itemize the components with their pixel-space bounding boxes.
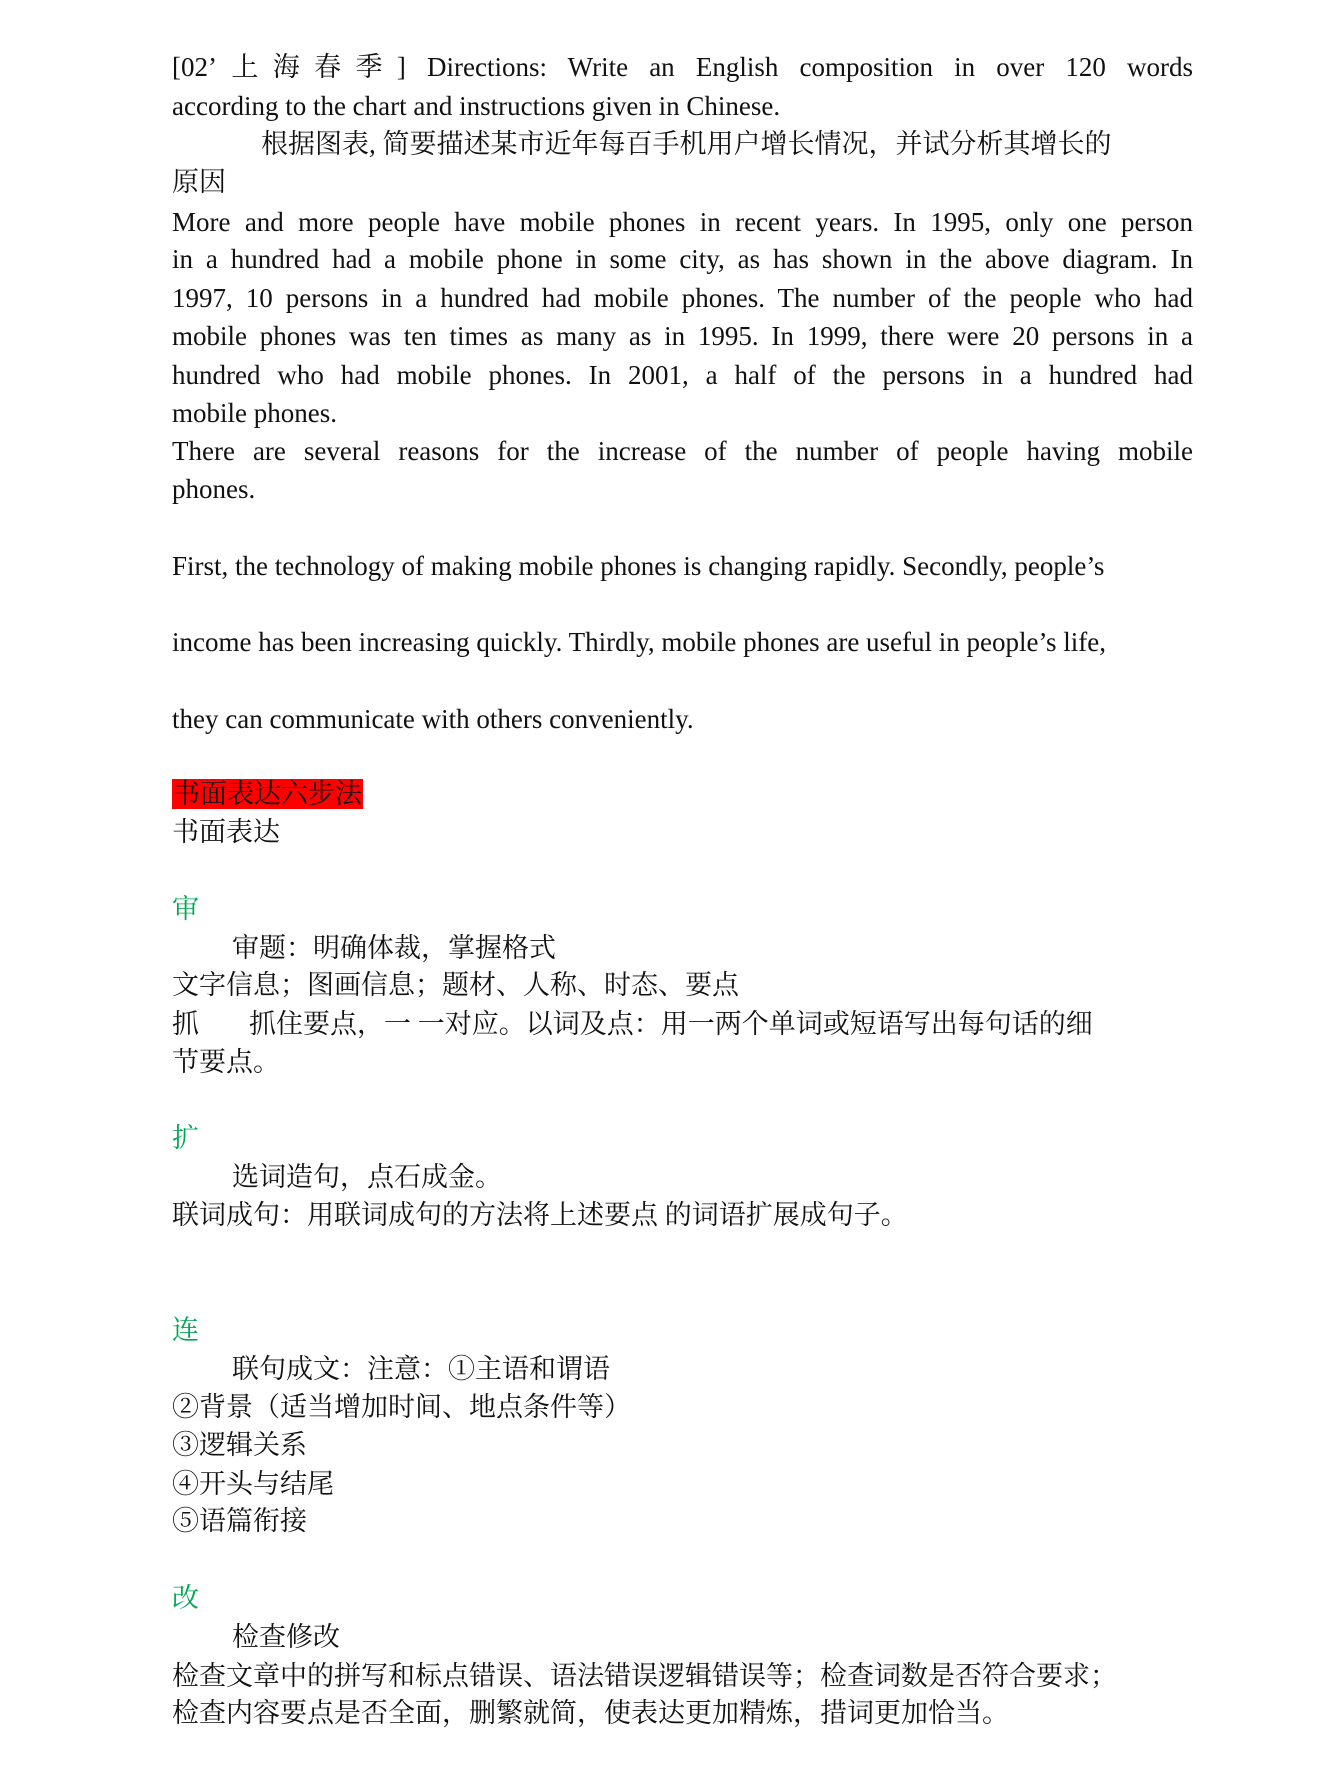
step-line: 检查修改 — [232, 1622, 340, 1652]
prompt-line: [02’上海春季] Directions: Write an English composition in over 120 words — [172, 52, 1193, 82]
step-line: ⑤语篇衔接 — [172, 1506, 307, 1536]
step-line: 节要点。 — [172, 1047, 280, 1077]
step-line: 选词造句，点石成金。 — [232, 1162, 502, 1192]
essay-line: phones. — [172, 474, 256, 504]
prompt-chinese: 原因 — [172, 167, 226, 197]
step-line: 检查内容要点是否全面，删繁就简，使表达更加精炼，措词更加恰当。 — [172, 1698, 1009, 1728]
subtitle: 书面表达 — [172, 817, 280, 847]
essay-line: mobile phones. — [172, 398, 337, 428]
step-heading: 连 — [172, 1315, 199, 1345]
highlighted-title: 书面表达六步法 — [173, 779, 362, 809]
step-heading: 抓 — [172, 1009, 199, 1039]
step-line: ④开头与结尾 — [172, 1469, 334, 1499]
step-heading: 审 — [172, 894, 199, 924]
prompt-line: according to the chart and instructions given in Chinese. — [172, 91, 781, 121]
essay-line: income has been increasing quickly. Thirdly, mobile phones are useful in people’s life, — [172, 627, 1106, 657]
step-line: 联句成文：注意：①主语和谓语 — [232, 1354, 610, 1384]
essay-line: in a hundred had a mobile phone in some city, as has shown in the above diagram. In — [172, 244, 1193, 274]
step-line: 检查文章中的拼写和标点错误、语法错误逻辑错误等；检查词数是否符合要求； — [172, 1661, 1117, 1691]
step-line: 审题：明确体裁，掌握格式 — [232, 933, 556, 963]
step-heading: 改 — [172, 1583, 199, 1613]
step-line: 文字信息；图画信息；题材、人称、时态、要点 — [172, 970, 739, 1000]
prompt-chinese: 根据图表, 简要描述某市近年每百手机用户增长情况，并试分析其增长的 — [261, 129, 1112, 159]
step-heading: 扩 — [172, 1123, 199, 1153]
essay-line: mobile phones was ten times as many as in 1995. In 1999, there were 20 persons in a — [172, 321, 1193, 351]
step-line: ③逻辑关系 — [172, 1430, 307, 1460]
essay-line: There are several reasons for the increase of the number of people having mobile — [172, 436, 1193, 466]
essay-line: More and more people have mobile phones in recent years. In 1995, only one person — [172, 207, 1193, 237]
essay-line: 1997, 10 persons in a hundred had mobile phones. The number of the people who had — [172, 283, 1193, 313]
step-line: ②背景（适当增加时间、地点条件等） — [172, 1392, 631, 1422]
essay-line: hundred who had mobile phones. In 2001, a half of the persons in a hundred had — [172, 360, 1193, 390]
essay-line: they can communicate with others conveniently. — [172, 704, 694, 734]
step-line: 抓住要点，一 一对应。以词及点：用一两个单词或短语写出每句话的细 — [249, 1009, 1093, 1039]
step-line: 联词成句：用联词成句的方法将上述要点 的词语扩展成句子。 — [172, 1200, 908, 1230]
essay-line: First, the technology of making mobile phones is changing rapidly. Secondly, people’s — [172, 551, 1105, 581]
